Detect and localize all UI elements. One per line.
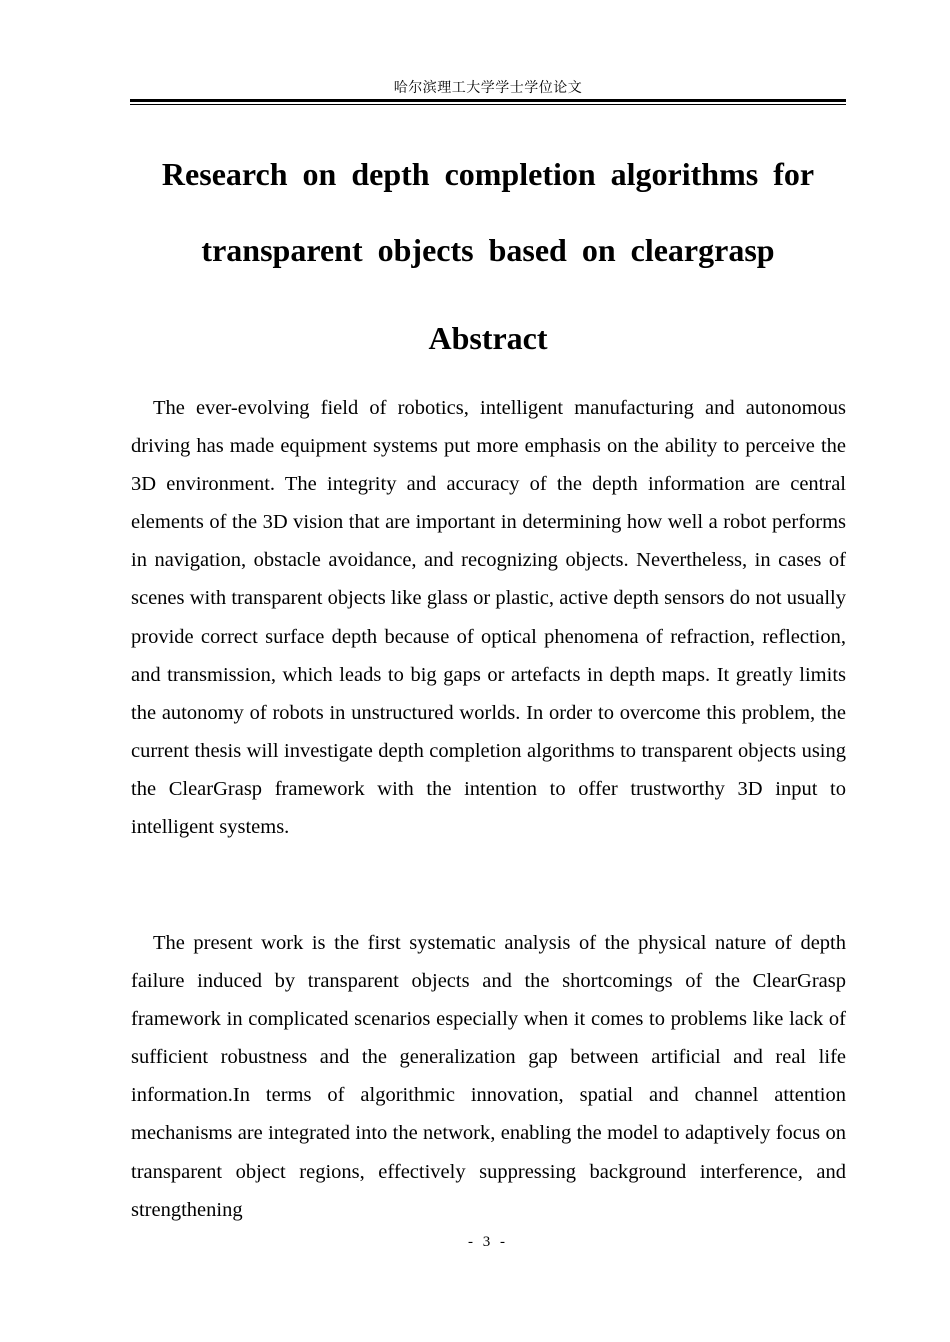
- header-rule-thin: [130, 104, 846, 105]
- thesis-title-line-2: transparent objects based on cleargrasp: [201, 232, 775, 268]
- thesis-title-line-1: Research on depth completion algorithms for: [161, 156, 815, 192]
- header-rule-thick: [130, 99, 846, 102]
- abstract-paragraph-1: The ever-evolving field of robotics, intelligent manufacturing and autonomous driving has made equipment systems put more emphasis on the ability to perceive the 3D environment. The integrity and accuracy of the depth information are central elements of the 3D vision that are important in determining how well a robot performs in navigation, obstacle avoidance, and recognizing objects. Nevertheless, in cases of scenes with transparent objects like glass or plastic, active depth sensors do not usually provide correct surface depth because of optical phenomena of refraction, reflection, and transmission, which leads to big gaps or artefacts in depth maps. It greatly limits the autonomy of robots in unstructured worlds. In order to overcome this problem, the current thesis will investigate depth completion algorithms to transparent objects using the ClearGrasp framework with the intention to offer trustworthy 3D input to intelligent systems.: [131, 397, 846, 839]
- abstract-heading: Abstract: [428, 320, 548, 356]
- abstract-paragraph-2: The present work is the first systematic analysis of the physical nature of depth failure induced by transparent objects and the shortcomings of the ClearGrasp framework in complicated scenarios especially when it comes to problems like lack of sufficient robustness and the generalization gap between artificial and real life information.In terms of algorithmic innovation, spatial and channel attention mechanisms are integrated into the network, enabling the model to adaptively focus on transparent object regions, effectively suppressing background interference, and strengthening: [131, 932, 846, 1221]
- running-header: 哈尔滨理工大学学士学位论文: [393, 80, 583, 96]
- page-number: - 3 -: [468, 1234, 508, 1250]
